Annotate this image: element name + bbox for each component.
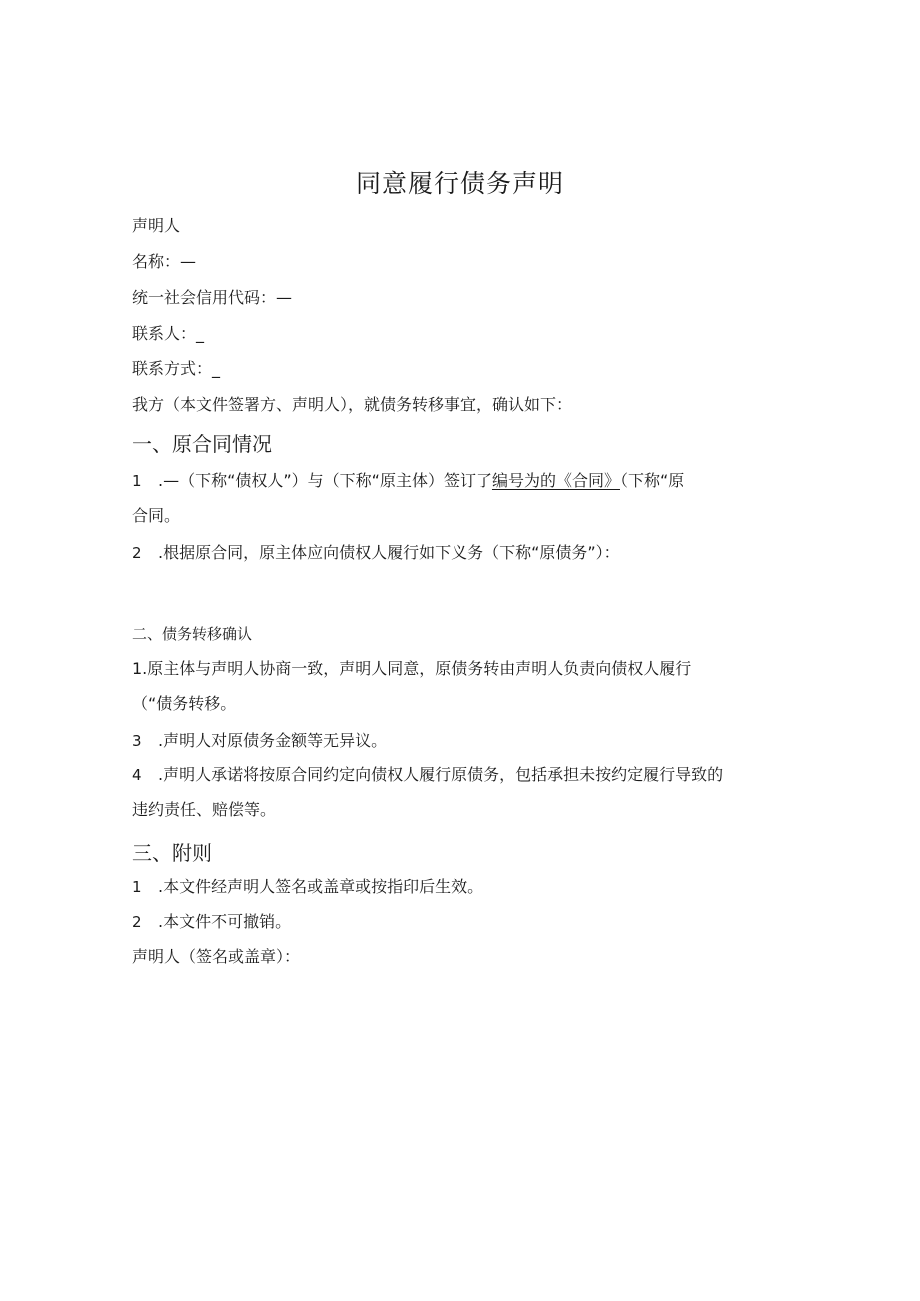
- item-number: 1: [132, 472, 142, 490]
- section1-item1: [132, 471, 684, 491]
- section2-item3: [132, 731, 387, 751]
- section2-heading: 二、债务转移确认: [132, 625, 253, 643]
- signature-line: 声明人（签名或盖章）：: [132, 947, 301, 966]
- item-text: .本文件经声明人签名或盖章或按指印后生效。: [158, 877, 484, 896]
- declarant-contact-person: 联系人：_: [132, 324, 205, 343]
- section3-item1: [132, 877, 483, 897]
- declarant-credit-code: 统一社会信用代码：—: [132, 288, 293, 307]
- section1-item2: [132, 543, 620, 563]
- document-title: 同意履行债务声明: [355, 169, 564, 198]
- intro-paragraph: 我方（本文件签署方、声明人），就债务转移事宜，确认如下：: [132, 395, 573, 414]
- contract-reference: 编号为的《合同》: [491, 471, 620, 490]
- declarant-contact-method: 联系方式：_: [132, 359, 221, 378]
- item-text: .根据原合同，原主体应向债权人履行如下义务（下称“原债务”）：: [158, 543, 620, 562]
- item-number: 4: [132, 766, 142, 784]
- declarant-name: 名称：—: [132, 252, 197, 271]
- item-text-end: （下称“原: [619, 471, 685, 490]
- section2-item1: 1.原主体与声明人协商一致，声明人同意，原债务转由声明人负责向债权人履行: [132, 659, 692, 678]
- item-number: 2: [132, 544, 142, 562]
- item-text: .声明人对原债务金额等无异议。: [158, 731, 388, 750]
- section2-item4-continued: 违约责任、赔偿等。: [132, 800, 277, 819]
- section3-heading: 三、附则: [132, 841, 212, 865]
- item-text: .本文件不可撤销。: [158, 912, 292, 931]
- item-number: 1: [132, 878, 142, 896]
- declarant-label: 声明人: [132, 216, 181, 235]
- section3-item2: [132, 912, 291, 932]
- item-text: .声明人承诺将按原合同约定向债权人履行原债务，包括承担未按约定履行导致的: [158, 765, 724, 784]
- item-number: 2: [132, 913, 142, 931]
- section2-item4: [132, 765, 723, 785]
- section1-item1-continued: 合同。: [132, 506, 181, 525]
- item-text: .—（下称“债权人”）与（下称“原主体）签订了: [158, 471, 492, 490]
- section1-heading: 一、原合同情况: [132, 432, 272, 456]
- item-number: 3: [132, 732, 142, 750]
- section2-item1-continued: （“债务转移。: [132, 694, 237, 713]
